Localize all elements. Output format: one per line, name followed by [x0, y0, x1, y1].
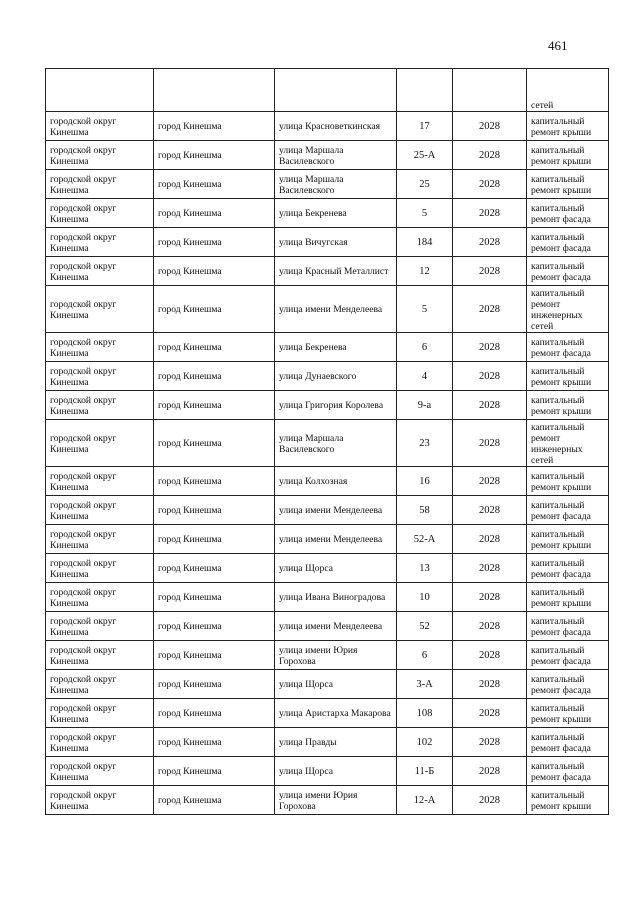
district-cell: городской округ Кинешма — [46, 496, 154, 525]
year-cell: 2028 — [453, 391, 527, 420]
house-number-cell: 6 — [397, 333, 453, 362]
year-cell: 2028 — [453, 554, 527, 583]
city-cell: город Кинешма — [154, 525, 275, 554]
house-number-cell: 17 — [397, 112, 453, 141]
city-cell: город Кинешма — [154, 757, 275, 786]
year-cell: 2028 — [453, 228, 527, 257]
year-cell: 2028 — [453, 199, 527, 228]
city-cell: город Кинешма — [154, 728, 275, 757]
house-number-cell: 13 — [397, 554, 453, 583]
work-type-cell: капитальный ремонт фасада — [527, 612, 609, 641]
page-number: 461 — [548, 38, 568, 53]
table-row — [46, 333, 609, 362]
house-number-cell: 52 — [397, 612, 453, 641]
table-row — [46, 641, 609, 670]
house-number-cell: 25 — [397, 170, 453, 199]
street-cell: улица Маршала Василевского — [275, 170, 397, 199]
house-number-cell: 6 — [397, 641, 453, 670]
district-cell: городской округ Кинешма — [46, 525, 154, 554]
table-row — [46, 496, 609, 525]
house-number-cell: 12-А — [397, 786, 453, 815]
work-type-cell: капитальный ремонт фасада — [527, 728, 609, 757]
district-cell: городской округ Кинешма — [46, 141, 154, 170]
house-number-cell: 108 — [397, 699, 453, 728]
street-cell: улица Щорса — [275, 670, 397, 699]
house-number-cell: 10 — [397, 583, 453, 612]
city-cell: город Кинешма — [154, 257, 275, 286]
work-type-cell: капитальный ремонт крыши — [527, 699, 609, 728]
work-type-cell: капитальный ремонт крыши — [527, 141, 609, 170]
house-number-cell: 102 — [397, 728, 453, 757]
table-row — [46, 170, 609, 199]
year-cell: 2028 — [453, 257, 527, 286]
city-cell: город Кинешма — [154, 612, 275, 641]
work-type-cell: капитальный ремонт фасада — [527, 199, 609, 228]
year-cell: 2028 — [453, 112, 527, 141]
year-cell — [453, 69, 527, 112]
district-cell: городской округ Кинешма — [46, 757, 154, 786]
city-cell: город Кинешма — [154, 112, 275, 141]
year-cell: 2028 — [453, 757, 527, 786]
table-row — [46, 583, 609, 612]
year-cell: 2028 — [453, 641, 527, 670]
city-cell: город Кинешма — [154, 391, 275, 420]
work-type-cell: капитальный ремонт инженерных сетей — [527, 420, 609, 467]
table-row — [46, 420, 609, 467]
district-cell: городской округ Кинешма — [46, 391, 154, 420]
work-type-cell: капитальный ремонт фасада — [527, 496, 609, 525]
work-type-cell: капитальный ремонт фасада — [527, 257, 609, 286]
work-type-cell: капитальный ремонт фасада — [527, 228, 609, 257]
street-cell: улица Маршала Василевского — [275, 420, 397, 467]
street-cell: улица Правды — [275, 728, 397, 757]
district-cell: городской округ Кинешма — [46, 641, 154, 670]
district-cell: городской округ Кинешма — [46, 583, 154, 612]
table-row — [46, 286, 609, 333]
work-type-cell: капитальный ремонт крыши — [527, 391, 609, 420]
year-cell: 2028 — [453, 286, 527, 333]
district-cell: городской округ Кинешма — [46, 112, 154, 141]
district-cell: городской округ Кинешма — [46, 228, 154, 257]
district-cell: городской округ Кинешма — [46, 670, 154, 699]
house-number-cell: 11-Б — [397, 757, 453, 786]
district-cell — [46, 69, 154, 112]
work-type-cell: капитальный ремонт инженерных сетей — [527, 286, 609, 333]
street-cell: улица имени Менделеева — [275, 496, 397, 525]
work-type-cell: капитальный ремонт фасада — [527, 641, 609, 670]
street-cell: улица Колхозная — [275, 467, 397, 496]
district-cell: городской округ Кинешма — [46, 467, 154, 496]
street-cell: улица Григория Королева — [275, 391, 397, 420]
city-cell: город Кинешма — [154, 467, 275, 496]
work-type-cell: капитальный ремонт фасада — [527, 554, 609, 583]
district-cell: городской округ Кинешма — [46, 286, 154, 333]
street-cell: улица Маршала Василевского — [275, 141, 397, 170]
city-cell: город Кинешма — [154, 228, 275, 257]
district-cell: городской округ Кинешма — [46, 728, 154, 757]
district-cell: городской округ Кинешма — [46, 554, 154, 583]
house-number-cell: 5 — [397, 286, 453, 333]
year-cell: 2028 — [453, 362, 527, 391]
city-cell: город Кинешма — [154, 583, 275, 612]
city-cell: город Кинешма — [154, 170, 275, 199]
house-number-cell: 52-А — [397, 525, 453, 554]
table-row — [46, 362, 609, 391]
city-cell: город Кинешма — [154, 199, 275, 228]
year-cell: 2028 — [453, 670, 527, 699]
house-number-cell: 184 — [397, 228, 453, 257]
street-cell: улица имени Юрия Горохова — [275, 786, 397, 815]
city-cell: город Кинешма — [154, 286, 275, 333]
city-cell: город Кинешма — [154, 333, 275, 362]
district-cell: городской округ Кинешма — [46, 786, 154, 815]
table-row — [46, 228, 609, 257]
street-cell: улица Дунаевского — [275, 362, 397, 391]
street-cell: улица имени Менделеева — [275, 525, 397, 554]
house-number-cell: 58 — [397, 496, 453, 525]
year-cell: 2028 — [453, 583, 527, 612]
street-cell — [275, 69, 397, 112]
year-cell: 2028 — [453, 420, 527, 467]
year-cell: 2028 — [453, 496, 527, 525]
street-cell: улица Щорса — [275, 757, 397, 786]
table-row — [46, 699, 609, 728]
year-cell: 2028 — [453, 699, 527, 728]
work-type-cell: капитальный ремонт крыши — [527, 583, 609, 612]
table-row — [46, 112, 609, 141]
work-type-cell: капитальный ремонт фасада — [527, 333, 609, 362]
city-cell: город Кинешма — [154, 641, 275, 670]
house-number-cell: 12 — [397, 257, 453, 286]
house-number-cell: 3-А — [397, 670, 453, 699]
street-cell: улица Щорса — [275, 554, 397, 583]
table-row — [46, 786, 609, 815]
street-cell: улица имени Юрия Горохова — [275, 641, 397, 670]
city-cell: город Кинешма — [154, 141, 275, 170]
city-cell: город Кинешма — [154, 496, 275, 525]
district-cell: городской округ Кинешма — [46, 362, 154, 391]
year-cell: 2028 — [453, 728, 527, 757]
district-cell: городской округ Кинешма — [46, 420, 154, 467]
table-row — [46, 257, 609, 286]
table-row — [46, 757, 609, 786]
work-type-cell: капитальный ремонт крыши — [527, 786, 609, 815]
table-row — [46, 612, 609, 641]
house-number-cell: 16 — [397, 467, 453, 496]
year-cell: 2028 — [453, 612, 527, 641]
district-cell: городской округ Кинешма — [46, 333, 154, 362]
table-row — [46, 141, 609, 170]
year-cell: 2028 — [453, 170, 527, 199]
year-cell: 2028 — [453, 467, 527, 496]
work-type-cell: капитальный ремонт крыши — [527, 170, 609, 199]
work-type-cell: сетей — [527, 69, 609, 112]
year-cell: 2028 — [453, 786, 527, 815]
street-cell: улица Вичугская — [275, 228, 397, 257]
street-cell: улица Ивана Виноградова — [275, 583, 397, 612]
work-type-cell: капитальный ремонт крыши — [527, 112, 609, 141]
table-row — [46, 554, 609, 583]
table-row — [46, 69, 609, 112]
house-number-cell: 9-а — [397, 391, 453, 420]
city-cell: город Кинешма — [154, 670, 275, 699]
house-number-cell: 5 — [397, 199, 453, 228]
year-cell: 2028 — [453, 141, 527, 170]
street-cell: улица Бекренева — [275, 333, 397, 362]
house-number-cell: 4 — [397, 362, 453, 391]
year-cell: 2028 — [453, 525, 527, 554]
table-row — [46, 670, 609, 699]
city-cell: город Кинешма — [154, 786, 275, 815]
work-type-cell: капитальный ремонт крыши — [527, 467, 609, 496]
table-row — [46, 728, 609, 757]
street-cell: улица имени Менделеева — [275, 286, 397, 333]
table-body — [46, 69, 609, 815]
work-type-cell: капитальный ремонт фасада — [527, 670, 609, 699]
street-cell: улица Красный Металлист — [275, 257, 397, 286]
table-row — [46, 525, 609, 554]
district-cell: городской округ Кинешма — [46, 612, 154, 641]
street-cell: улица Красноветкинская — [275, 112, 397, 141]
repair-schedule-table — [45, 68, 609, 815]
table-row — [46, 391, 609, 420]
city-cell: город Кинешма — [154, 420, 275, 467]
work-type-cell: капитальный ремонт крыши — [527, 362, 609, 391]
year-cell: 2028 — [453, 333, 527, 362]
house-number-cell — [397, 69, 453, 112]
district-cell: городской округ Кинешма — [46, 199, 154, 228]
house-number-cell: 23 — [397, 420, 453, 467]
street-cell: улица Бекренева — [275, 199, 397, 228]
work-type-cell: капитальный ремонт крыши — [527, 525, 609, 554]
city-cell: город Кинешма — [154, 699, 275, 728]
city-cell — [154, 69, 275, 112]
city-cell: город Кинешма — [154, 362, 275, 391]
table-row — [46, 199, 609, 228]
city-cell: город Кинешма — [154, 554, 275, 583]
table-row — [46, 467, 609, 496]
district-cell: городской округ Кинешма — [46, 257, 154, 286]
work-type-cell: капитальный ремонт фасада — [527, 757, 609, 786]
street-cell: улица Аристарха Макарова — [275, 699, 397, 728]
district-cell: городской округ Кинешма — [46, 170, 154, 199]
street-cell: улица имени Менделеева — [275, 612, 397, 641]
house-number-cell: 25-А — [397, 141, 453, 170]
district-cell: городской округ Кинешма — [46, 699, 154, 728]
